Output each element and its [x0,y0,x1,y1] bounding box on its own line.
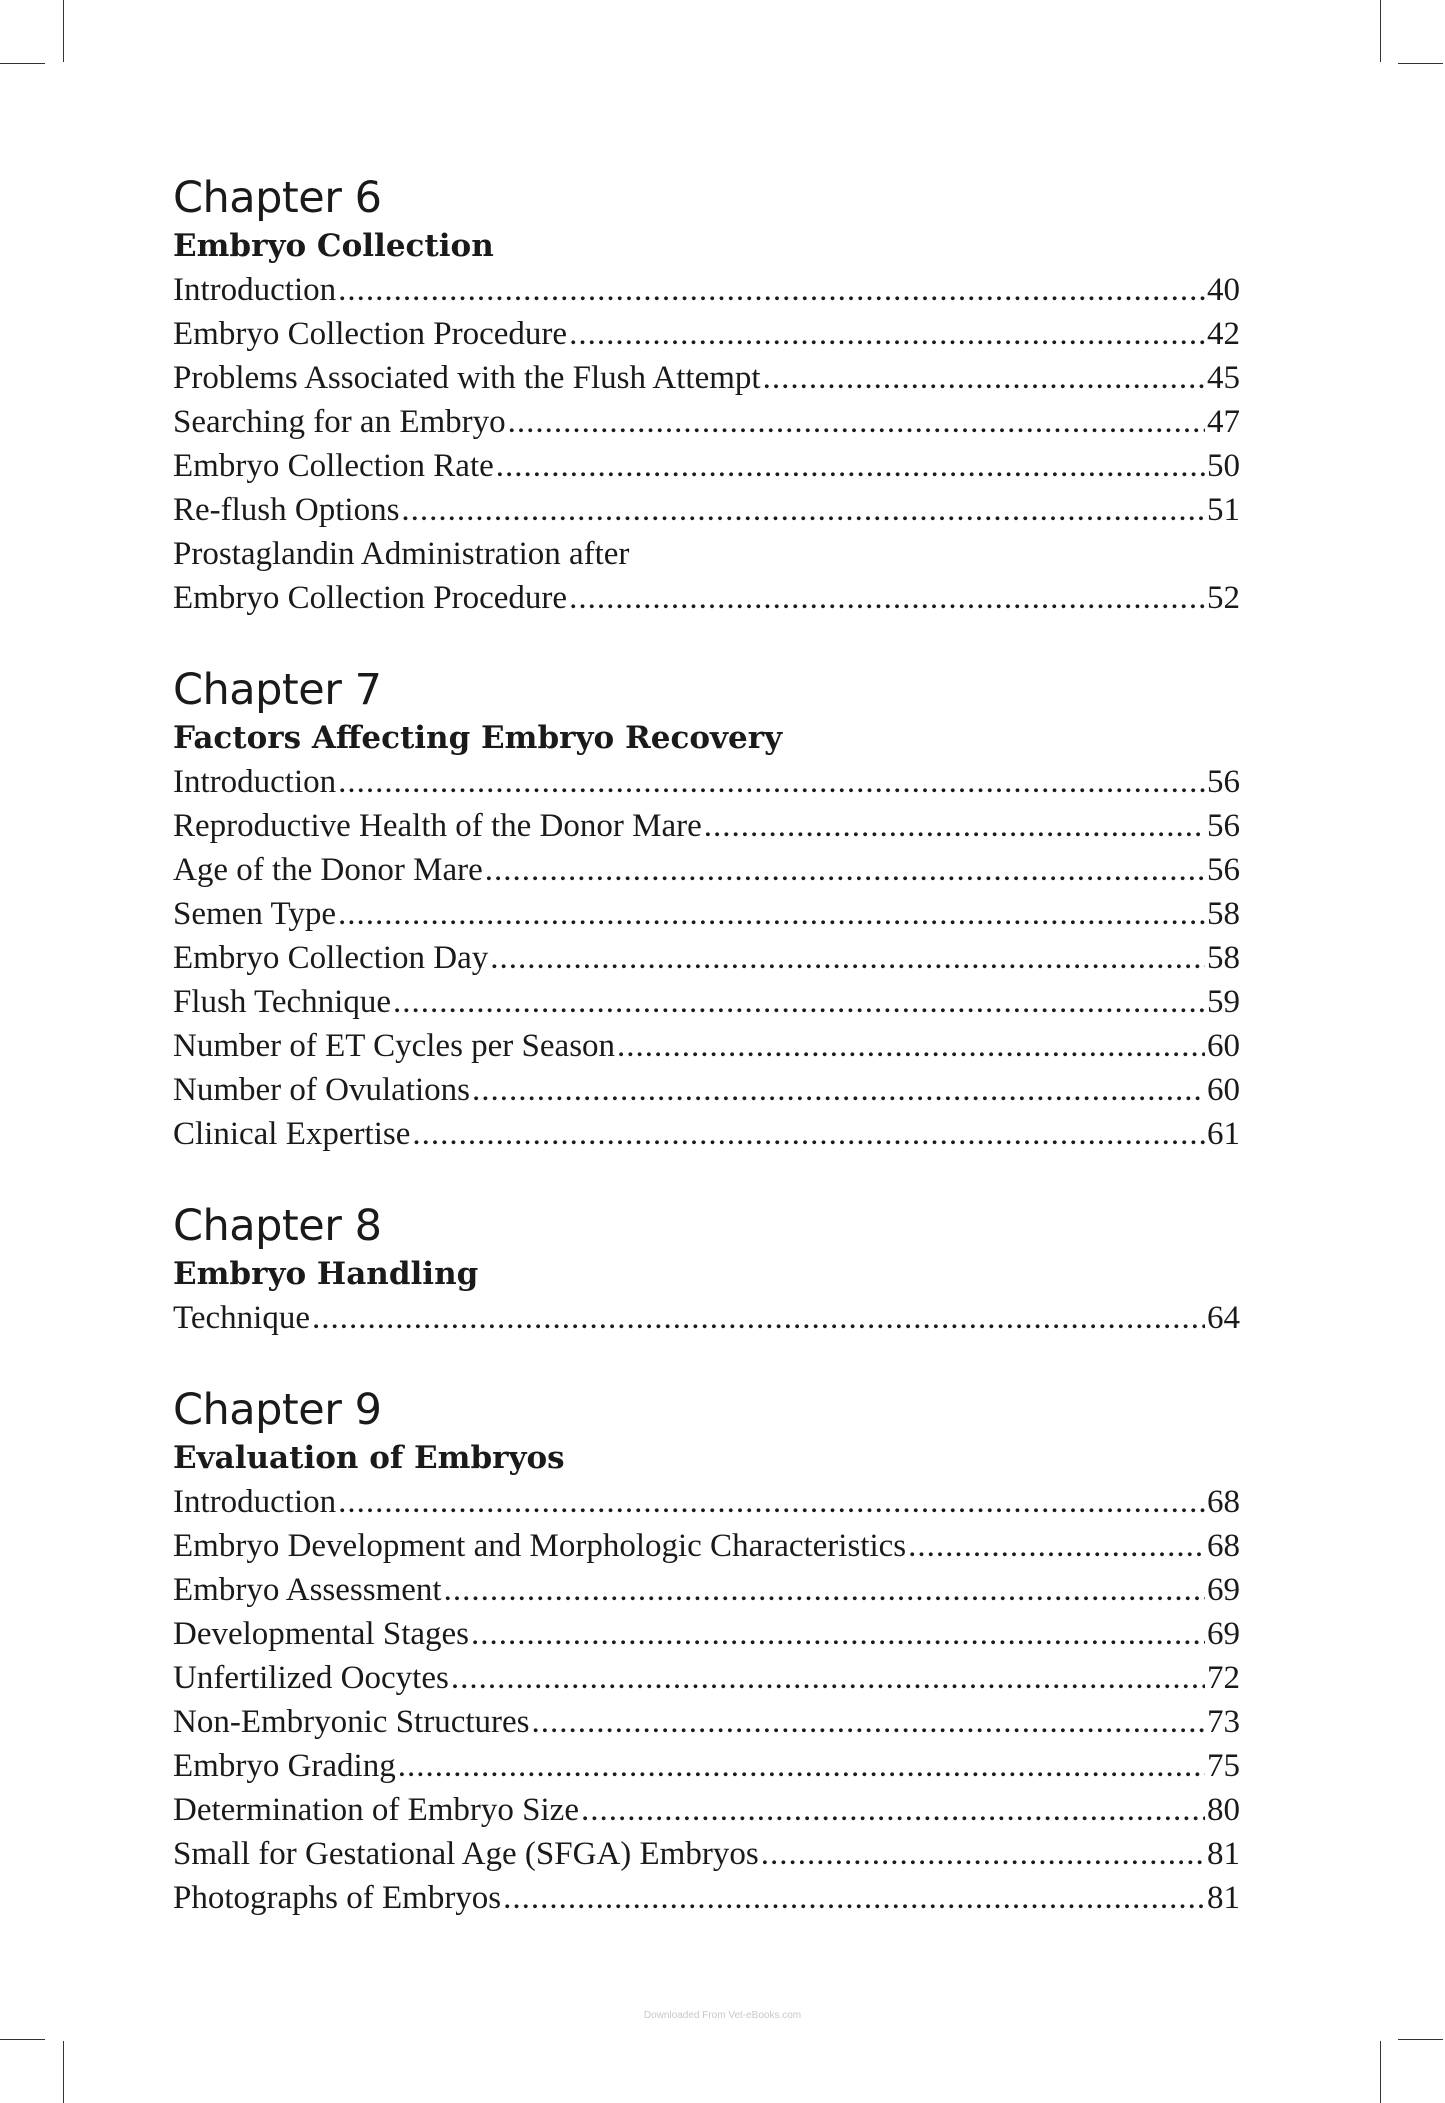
toc-entry[interactable] [173,1876,1240,1920]
toc-entry[interactable] [173,892,1240,936]
toc-entry-label: Problems Associated with the Flush Attempt [173,360,761,396]
toc-entry-label: Embryo Grading [173,1748,396,1784]
toc-entry-label: Embryo Collection Procedure [173,316,568,352]
toc-entry[interactable] [173,980,1240,1024]
toc-entry-page-number: 51 [1207,492,1240,528]
toc-entry[interactable] [173,1700,1240,1744]
toc-entry-label: Embryo Collection Day [173,940,489,976]
toc-entry-label: Photographs of Embryos [173,1880,502,1916]
toc-entry-label: Introduction [173,764,337,800]
toc-entry[interactable] [173,760,1240,804]
toc-entry-label: Developmental Stages [173,1616,470,1652]
toc-entry[interactable] [173,1788,1240,1832]
dot-leader [471,1612,1205,1656]
dot-leader [908,1524,1205,1568]
toc-entry-label: Unfertilized Oocytes [173,1660,449,1696]
dot-leader [338,268,1205,312]
crop-mark-top-left [63,0,64,62]
crop-mark-top-right-h [1398,63,1443,64]
dot-leader [490,936,1205,980]
toc-entry-label: Age of the Donor Mare [173,852,483,888]
dot-leader [338,892,1205,936]
toc-entry-page-number: 58 [1207,896,1240,932]
chapter-section [173,1384,1240,1920]
dot-leader [451,1656,1205,1700]
toc-entry[interactable] [173,1296,1240,1340]
toc-entry-page-number: 52 [1207,580,1240,616]
toc-entry[interactable] [173,1024,1240,1068]
toc-entry-page-number: 50 [1207,448,1240,484]
toc-entry[interactable] [173,1524,1240,1568]
toc-entry[interactable] [173,444,1240,488]
toc-entry-page-number: 72 [1207,1660,1240,1696]
chapter-title: Chapter 8 [173,1201,382,1251]
toc-entry-label: Introduction [173,272,337,308]
toc-entry[interactable] [173,488,1240,532]
toc-entry-page-number: 56 [1207,764,1240,800]
dot-leader [503,1876,1205,1920]
toc-entry[interactable] [173,1112,1240,1156]
toc-entry-page-number: 61 [1207,1116,1240,1152]
crop-mark-bottom-left-h [0,2039,45,2040]
toc-entry-label: Embryo Development and Morphologic Characteristics [173,1528,907,1564]
dot-leader [569,312,1205,356]
crop-mark-bottom-left [63,2041,64,2103]
chapter-subtitle: Embryo Collection [173,228,494,264]
dot-leader [581,1788,1205,1832]
toc-entry-label: Flush Technique [173,984,391,1020]
toc-entry[interactable] [173,1480,1240,1524]
crop-mark-top-left-h [0,63,45,64]
toc-entry-page-number: 42 [1207,316,1240,352]
toc-entry[interactable] [173,1068,1240,1112]
toc-entry-page-number: 60 [1207,1072,1240,1108]
toc-entry-label: Reproductive Health of the Donor Mare [173,808,702,844]
dot-leader [338,760,1205,804]
toc-entry-page-number: 68 [1207,1528,1240,1564]
table-of-contents [173,172,1240,1964]
chapter-title: Chapter 6 [173,173,382,223]
toc-entry-label: Small for Gestational Age (SFGA) Embryos [173,1836,759,1872]
dot-leader [763,356,1205,400]
dot-leader [617,1024,1205,1068]
toc-entry-page-number: 69 [1207,1616,1240,1652]
dot-leader [398,1744,1205,1788]
watermark: Downloaded From Vet-eBooks.com [643,2010,802,2021]
chapter-subtitle: Embryo Handling [173,1256,479,1292]
toc-entry-page-number: 81 [1207,1880,1240,1916]
toc-entry[interactable] [173,532,1240,576]
toc-entry-label: Technique [173,1300,310,1336]
chapter-section [173,172,1240,620]
dot-leader [338,1480,1205,1524]
crop-mark-bottom-right-h [1398,2039,1443,2040]
dot-leader [393,980,1205,1024]
toc-entry[interactable] [173,1568,1240,1612]
toc-entry[interactable] [173,1832,1240,1876]
toc-entry-page-number: 58 [1207,940,1240,976]
toc-entry-page-number: 68 [1207,1484,1240,1520]
toc-entry-label: Number of Ovulations [173,1072,470,1108]
dot-leader [312,1296,1205,1340]
dot-leader [401,488,1205,532]
chapter-subtitle: Evaluation of Embryos [173,1440,565,1476]
toc-entry-label: Non-Embryonic Structures [173,1704,530,1740]
toc-entry-label: Semen Type [173,896,336,932]
crop-mark-top-right [1380,0,1381,62]
toc-entry-page-number: 81 [1207,1836,1240,1872]
toc-entry-page-number: 80 [1207,1792,1240,1828]
toc-entry[interactable] [173,848,1240,892]
toc-entry[interactable] [173,936,1240,980]
toc-entry-page-number: 73 [1207,1704,1240,1740]
toc-entry[interactable] [173,1612,1240,1656]
toc-entry-label: Clinical Expertise [173,1116,411,1152]
toc-entry-label: Number of ET Cycles per Season [173,1028,616,1064]
dot-leader [444,1568,1205,1612]
toc-entry-label: Prostaglandin Administration after [173,536,630,572]
chapter-title: Chapter 9 [173,1385,382,1435]
crop-mark-bottom-right [1380,2041,1381,2103]
toc-entry[interactable] [173,268,1240,312]
toc-entry-page-number: 69 [1207,1572,1240,1608]
toc-entry-page-number: 75 [1207,1748,1240,1784]
toc-entry-page-number: 56 [1207,852,1240,888]
chapter-section [173,1200,1240,1340]
toc-entry-label: Introduction [173,1484,337,1520]
toc-entry-label: Embryo Collection Procedure [173,580,568,616]
dot-leader [532,1700,1205,1744]
toc-entry-page-number: 40 [1207,272,1240,308]
toc-entry-page-number: 45 [1207,360,1240,396]
toc-entry[interactable] [173,400,1240,444]
dot-leader [508,400,1205,444]
toc-entry-label: Determination of Embryo Size [173,1792,579,1828]
toc-entry[interactable] [173,356,1240,400]
chapter-title: Chapter 7 [173,665,382,715]
dot-leader [496,444,1205,488]
toc-entry-label: Embryo Collection Rate [173,448,494,484]
toc-entry-page-number: 60 [1207,1028,1240,1064]
toc-entry-page-number: 64 [1207,1300,1240,1336]
toc-entry-page-number: 56 [1207,808,1240,844]
dot-leader [761,1832,1205,1876]
dot-leader [472,1068,1205,1112]
toc-entry[interactable] [173,312,1240,356]
toc-entry[interactable] [173,1744,1240,1788]
toc-entry[interactable] [173,1656,1240,1700]
toc-entry-label: Searching for an Embryo [173,404,506,440]
toc-entry-page-number: 59 [1207,984,1240,1020]
dot-leader [412,1112,1205,1156]
chapter-section [173,664,1240,1156]
dot-leader [485,848,1205,892]
dot-leader [704,804,1205,848]
dot-leader [569,576,1205,620]
toc-entry[interactable] [173,804,1240,848]
toc-entry-label: Embryo Assessment [173,1572,442,1608]
toc-entry-label: Re-flush Options [173,492,400,528]
toc-entry-page-number: 47 [1207,404,1240,440]
toc-entry[interactable] [173,576,1240,620]
chapter-subtitle: Factors Affecting Embryo Recovery [173,720,783,756]
